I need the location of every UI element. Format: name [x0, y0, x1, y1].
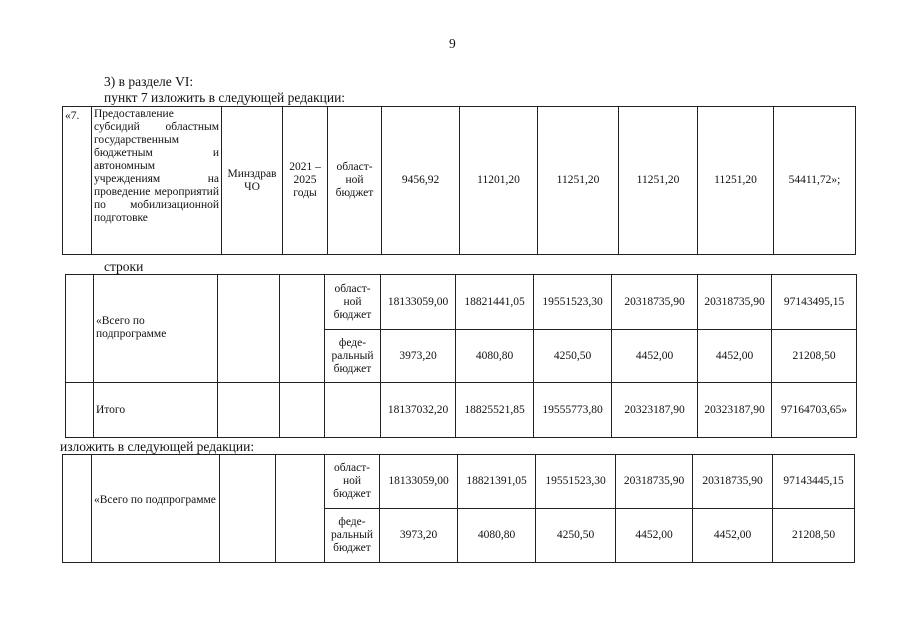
item-heading: пункт 7 изложить в следующей редакции:: [104, 90, 346, 105]
table-cell: 18137032,20: [381, 383, 456, 438]
funding-source: област-ной бюджет: [325, 455, 380, 509]
table-cell: 20318735,90: [693, 455, 773, 509]
total-label: Итого: [94, 383, 218, 438]
table-cell: 4080,80: [458, 509, 536, 563]
funding-source: феде-ральный бюджет: [325, 509, 380, 563]
table-cell: 3973,20: [381, 330, 456, 383]
item7-table: [62, 106, 856, 255]
item-description: Предоставление субсидий областным государственным бюджетным и автономным учреждениям на проведение мероприятий по мобилизационной подготовке: [92, 107, 222, 255]
table-cell: 4452,00: [612, 330, 698, 383]
item-number: «7.: [63, 107, 92, 255]
table-cell: 11251,20: [538, 107, 619, 255]
item-funding-source: област-ной бюджет: [328, 107, 382, 255]
table-cell: 4452,00: [693, 509, 773, 563]
table-cell: 21208,50: [773, 509, 855, 563]
new-totals-table: [62, 454, 855, 563]
table-cell: 97164703,65»: [772, 383, 857, 438]
table-cell: 18133059,00: [381, 275, 456, 330]
table-cell: 11251,20: [619, 107, 698, 255]
program-total-label: «Всего по подпрограмме: [94, 275, 218, 383]
current-totals-table: [65, 274, 857, 438]
label-new-edition: изложить в следующей редакции:: [60, 439, 255, 454]
table-cell: 20318735,90: [616, 455, 693, 509]
section-heading: 3) в разделе VI:: [104, 74, 194, 89]
table-cell: 18821391,05: [458, 455, 536, 509]
item-executor: Минздрав ЧО: [222, 107, 283, 255]
table-cell: 20318735,90: [612, 275, 698, 330]
table-cell: 4250,50: [534, 330, 612, 383]
table-cell: 18133059,00: [380, 455, 458, 509]
table-cell: 18825521,85: [456, 383, 534, 438]
table-cell: 19551523,30: [534, 275, 612, 330]
table-cell: 3973,20: [380, 509, 458, 563]
page-number: 9: [449, 36, 456, 51]
table-cell: 9456,92: [382, 107, 460, 255]
table-cell: 97143445,15: [773, 455, 855, 509]
table-cell: 20318735,90: [698, 275, 772, 330]
table-cell: 19551523,30: [536, 455, 616, 509]
table-cell: 18821441,05: [456, 275, 534, 330]
table-cell: 11201,20: [460, 107, 538, 255]
funding-source: феде-ральный бюджет: [325, 330, 381, 383]
table-cell: 20323187,90: [698, 383, 772, 438]
table-cell: 4452,00: [698, 330, 772, 383]
table-cell: 4452,00: [616, 509, 693, 563]
table-cell: 4080,80: [456, 330, 534, 383]
table-cell: 97143495,15: [772, 275, 857, 330]
table-cell: 21208,50: [772, 330, 857, 383]
table-cell: 19555773,80: [534, 383, 612, 438]
table-cell: 54411,72»;: [774, 107, 856, 255]
item-years: 2021 – 2025 годы: [283, 107, 328, 255]
table-cell: 4250,50: [536, 509, 616, 563]
table-cell: 11251,20: [698, 107, 774, 255]
program-total-label: «Всего по подпрограмме: [92, 455, 220, 563]
table-cell: 20323187,90: [612, 383, 698, 438]
label-rows: строки: [104, 259, 144, 274]
funding-source: област-ной бюджет: [325, 275, 381, 330]
